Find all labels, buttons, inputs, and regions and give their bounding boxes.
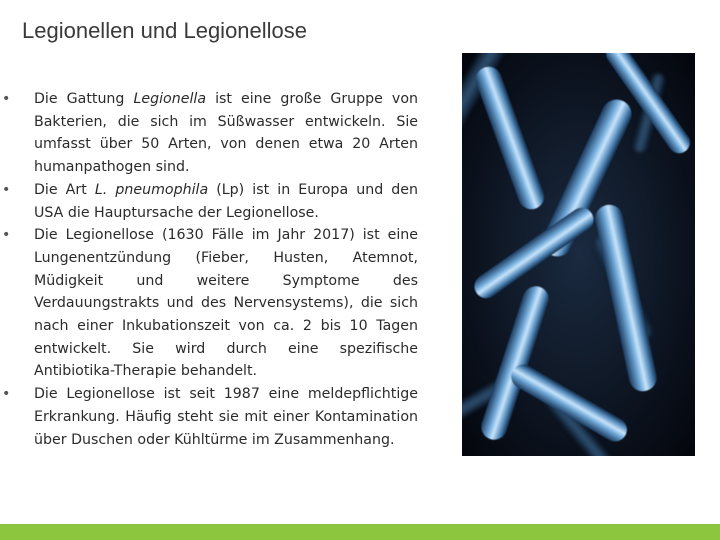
bacteria-microscopy-image [462, 53, 695, 456]
bullet-item [30, 179, 418, 224]
bullet-text: (Lp) ist in Europa und den USA die Hauptursache der Legionellose. [34, 181, 419, 221]
bullet-text: Die Legionellose ist seit 1987 eine meldepflichtige Erkrankung. Häufig steht sie mit einer Kontamination über Duschen oder Kühltürme im Zusammenhang. [34, 386, 418, 448]
bullet-italic-term: L. pneumophila [94, 181, 209, 198]
bullet-text: Die Art [34, 181, 95, 198]
bullet-text: Die Legionellose (1630 Fälle im Jahr 2017) ist eine Lungenentzündung (Fieber, Husten, Atemnot, Müdigkeit und weitere Symptome des Verdauungstrakts und des Nervensystems), die sich nach einer Inkubationszeit von ca. 2 bis 10 Tagen entwickelt. Sie wird durch eine spezifische Antibiotika-Therapie behandelt. [34, 227, 418, 380]
bullet-italic-term: Legionella [133, 91, 207, 107]
bullet-list [30, 88, 418, 451]
bacteria-illustration [462, 53, 695, 456]
bullet-item [30, 88, 418, 179]
bullet-item [30, 383, 418, 451]
footer-accent-bar [0, 524, 720, 540]
slide-title: Legionellen und Legionellose [22, 18, 308, 43]
bullet-item [30, 224, 418, 383]
bullet-text: ist eine große Gruppe von Bakterien, die sich im Süßwasser entwickeln. Sie umfasst über 50 Arten, von denen etwa 20 Arten humanpathogen sind. [34, 91, 418, 176]
bullet-text: Die Gattung [34, 91, 134, 107]
